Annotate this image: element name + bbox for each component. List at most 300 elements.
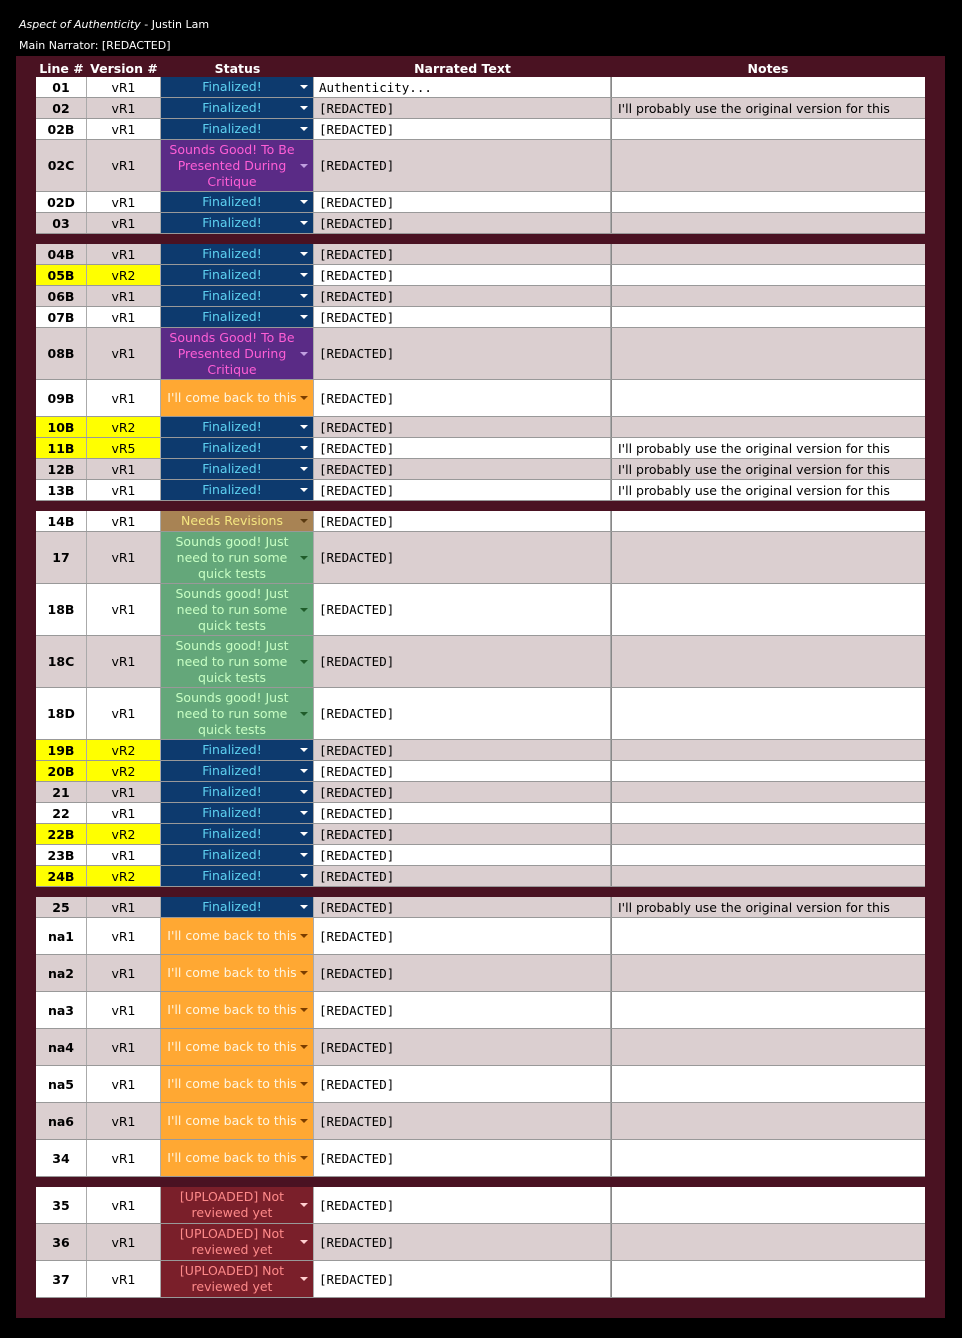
version-cell[interactable]: vR1 [87, 1029, 161, 1065]
version-cell[interactable]: vR1 [87, 480, 161, 500]
narrated-text-cell[interactable]: [REDACTED] [314, 761, 611, 781]
line-number-cell[interactable]: 01 [36, 77, 87, 97]
status-dropdown[interactable] [161, 1224, 314, 1260]
notes-cell[interactable] [611, 688, 925, 739]
status-dropdown[interactable] [161, 438, 314, 458]
status-label: Finalized! [202, 868, 262, 883]
narrated-text-cell[interactable]: Authenticity... [314, 77, 611, 97]
status-dropdown[interactable] [161, 511, 314, 531]
status-label: I'll come back to this [167, 1039, 297, 1054]
notes-cell[interactable] [611, 636, 925, 687]
line-number-cell[interactable]: 21 [36, 782, 87, 802]
narrated-text-cell[interactable]: [REDACTED] [314, 740, 611, 760]
version-cell[interactable]: vR1 [87, 213, 161, 233]
version-cell[interactable]: vR2 [87, 824, 161, 844]
status-dropdown[interactable] [161, 761, 314, 781]
narrated-text-cell[interactable]: [REDACTED] [314, 98, 611, 118]
status-label: I'll come back to this [167, 1076, 297, 1091]
version-cell[interactable]: vR2 [87, 740, 161, 760]
table-row [36, 380, 925, 417]
narrated-text-cell[interactable]: [REDACTED] [314, 192, 611, 212]
version-cell[interactable]: vR1 [87, 77, 161, 97]
status-label: Finalized! [202, 100, 262, 115]
status-label: Finalized! [202, 267, 262, 282]
table-row [36, 265, 925, 286]
line-number-cell[interactable]: 10B [36, 417, 87, 437]
table-row [36, 782, 925, 803]
line-number-cell[interactable]: 22B [36, 824, 87, 844]
group-separator [36, 234, 925, 244]
notes-cell[interactable] [611, 244, 925, 264]
narrated-text-cell[interactable]: [REDACTED] [314, 866, 611, 886]
line-number-cell[interactable]: 18B [36, 584, 87, 635]
version-cell[interactable]: vR1 [87, 992, 161, 1028]
status-dropdown[interactable] [161, 1103, 314, 1139]
line-number-cell[interactable]: 37 [36, 1261, 87, 1297]
dropdown-arrow-icon[interactable] [300, 1203, 308, 1207]
narrated-text-cell[interactable]: [REDACTED] [314, 417, 611, 437]
notes-cell[interactable] [611, 740, 925, 760]
dropdown-arrow-icon[interactable] [300, 1008, 308, 1012]
header-narrated-text[interactable]: Narrated Text [414, 61, 511, 76]
notes-cell[interactable]: I'll probably use the original version for this [611, 98, 925, 118]
table-row [36, 688, 925, 740]
line-number-cell[interactable]: 02D [36, 192, 87, 212]
status-dropdown[interactable] [161, 918, 314, 954]
version-cell[interactable]: vR1 [87, 688, 161, 739]
narrated-text-cell[interactable]: [REDACTED] [314, 480, 611, 500]
dropdown-arrow-icon[interactable] [300, 106, 308, 110]
notes-cell[interactable] [611, 1224, 925, 1260]
table-row [36, 992, 925, 1029]
notes-cell[interactable] [611, 1029, 925, 1065]
narrated-text-cell[interactable]: [REDACTED] [314, 918, 611, 954]
dropdown-arrow-icon[interactable] [300, 874, 308, 878]
table-row [36, 1103, 925, 1140]
line-number-cell[interactable]: 02B [36, 119, 87, 139]
dropdown-arrow-icon[interactable] [300, 200, 308, 204]
line-number-cell[interactable]: 18C [36, 636, 87, 687]
line-number-cell[interactable]: 36 [36, 1224, 87, 1260]
notes-cell[interactable] [611, 265, 925, 285]
status-dropdown[interactable] [161, 265, 314, 285]
version-cell[interactable]: vR1 [87, 1187, 161, 1223]
dropdown-arrow-icon[interactable] [300, 790, 308, 794]
version-cell[interactable]: vR1 [87, 459, 161, 479]
version-cell[interactable]: vR1 [87, 803, 161, 823]
status-label: Finalized! [202, 461, 262, 476]
notes-cell[interactable] [611, 803, 925, 823]
narration-table [36, 60, 925, 1298]
line-number-cell[interactable]: 34 [36, 1140, 87, 1176]
table-row [36, 918, 925, 955]
dropdown-arrow-icon[interactable] [300, 1119, 308, 1123]
status-dropdown[interactable] [161, 1066, 314, 1102]
table-row [36, 740, 925, 761]
table-row [36, 866, 925, 887]
dropdown-arrow-icon[interactable] [300, 905, 308, 909]
narrated-text-cell[interactable]: [REDACTED] [314, 782, 611, 802]
notes-cell[interactable] [611, 286, 925, 306]
version-cell[interactable]: vR1 [87, 192, 161, 212]
status-dropdown[interactable] [161, 992, 314, 1028]
line-number-cell[interactable]: na4 [36, 1029, 87, 1065]
dropdown-arrow-icon[interactable] [300, 352, 308, 356]
status-dropdown[interactable] [161, 307, 314, 327]
narrated-text-cell[interactable]: [REDACTED] [314, 1140, 611, 1176]
header-line[interactable]: Line # [39, 61, 84, 76]
status-label: Finalized! [202, 826, 262, 841]
status-dropdown[interactable] [161, 380, 314, 416]
status-label: [UPLOADED] Not reviewed yet [179, 1189, 285, 1220]
notes-cell[interactable] [611, 866, 925, 886]
narrated-text-cell[interactable]: [REDACTED] [314, 119, 611, 139]
status-dropdown[interactable] [161, 1187, 314, 1223]
version-cell[interactable]: vR2 [87, 761, 161, 781]
notes-cell[interactable] [611, 845, 925, 865]
table-row [36, 1224, 925, 1261]
line-number-cell[interactable]: 17 [36, 532, 87, 583]
line-number-cell[interactable]: 03 [36, 213, 87, 233]
dropdown-arrow-icon[interactable] [300, 811, 308, 815]
status-dropdown[interactable] [161, 636, 314, 687]
line-number-cell[interactable]: na2 [36, 955, 87, 991]
header-status[interactable]: Status [214, 61, 261, 76]
table-row [36, 897, 925, 918]
status-dropdown[interactable] [161, 897, 314, 917]
dropdown-arrow-icon[interactable] [300, 748, 308, 752]
narrated-text-cell[interactable]: [REDACTED] [314, 636, 611, 687]
narrated-text-cell[interactable]: [REDACTED] [314, 265, 611, 285]
status-dropdown[interactable] [161, 1140, 314, 1176]
version-cell[interactable]: vR1 [87, 140, 161, 191]
version-cell[interactable]: vR1 [87, 1140, 161, 1176]
notes-cell[interactable] [611, 77, 925, 97]
status-label: Finalized! [202, 742, 262, 757]
version-cell[interactable]: vR2 [87, 265, 161, 285]
version-cell[interactable]: vR1 [87, 380, 161, 416]
narrated-text-cell[interactable]: [REDACTED] [314, 244, 611, 264]
version-cell[interactable]: vR1 [87, 244, 161, 264]
dropdown-arrow-icon[interactable] [300, 1045, 308, 1049]
notes-cell[interactable] [611, 328, 925, 379]
line-number-cell[interactable]: 24B [36, 866, 87, 886]
version-cell[interactable]: vR1 [87, 782, 161, 802]
line-number-cell[interactable]: 23B [36, 845, 87, 865]
dropdown-arrow-icon[interactable] [300, 127, 308, 131]
status-label: Finalized! [202, 288, 262, 303]
notes-cell[interactable] [611, 824, 925, 844]
notes-cell[interactable] [611, 192, 925, 212]
header-version[interactable]: Version # [90, 61, 158, 76]
notes-cell[interactable] [611, 1187, 925, 1223]
version-cell[interactable]: vR1 [87, 511, 161, 531]
status-label: I'll come back to this [167, 928, 297, 943]
narrated-text-cell[interactable]: [REDACTED] [314, 955, 611, 991]
notes-cell[interactable] [611, 380, 925, 416]
status-label: Finalized! [202, 121, 262, 136]
version-cell[interactable]: vR1 [87, 918, 161, 954]
notes-cell[interactable] [611, 140, 925, 191]
dropdown-arrow-icon[interactable] [300, 252, 308, 256]
status-dropdown[interactable] [161, 480, 314, 500]
table-row [36, 98, 925, 119]
version-cell[interactable]: vR1 [87, 307, 161, 327]
line-number-cell[interactable]: 06B [36, 286, 87, 306]
line-number-cell[interactable]: 14B [36, 511, 87, 531]
notes-cell[interactable]: I'll probably use the original version for this [611, 897, 925, 917]
notes-cell[interactable] [611, 782, 925, 802]
dropdown-arrow-icon[interactable] [300, 712, 308, 716]
table-row [36, 955, 925, 992]
narrated-text-cell[interactable]: [REDACTED] [314, 992, 611, 1028]
status-dropdown[interactable] [161, 119, 314, 139]
dropdown-arrow-icon[interactable] [300, 467, 308, 471]
line-number-cell[interactable]: 02 [36, 98, 87, 118]
dropdown-arrow-icon[interactable] [300, 934, 308, 938]
dropdown-arrow-icon[interactable] [300, 660, 308, 664]
notes-cell[interactable]: I'll probably use the original version for this [611, 438, 925, 458]
status-label: I'll come back to this [167, 965, 297, 980]
status-dropdown[interactable] [161, 845, 314, 865]
version-cell[interactable]: vR1 [87, 286, 161, 306]
dropdown-arrow-icon[interactable] [300, 556, 308, 560]
notes-cell[interactable] [611, 1066, 925, 1102]
status-dropdown[interactable] [161, 824, 314, 844]
line-number-cell[interactable]: 09B [36, 380, 87, 416]
dropdown-arrow-icon[interactable] [300, 1082, 308, 1086]
line-number-cell[interactable]: 04B [36, 244, 87, 264]
notes-cell[interactable] [611, 1140, 925, 1176]
narrated-text-cell[interactable]: [REDACTED] [314, 584, 611, 635]
status-dropdown[interactable] [161, 98, 314, 118]
status-dropdown[interactable] [161, 140, 314, 191]
notes-cell[interactable] [611, 307, 925, 327]
narrated-text-cell[interactable]: [REDACTED] [314, 459, 611, 479]
status-label: Needs Revisions [181, 513, 283, 528]
table-row [36, 328, 925, 380]
notes-cell[interactable] [611, 532, 925, 583]
status-dropdown[interactable] [161, 532, 314, 583]
status-dropdown[interactable] [161, 1029, 314, 1065]
table-body [36, 77, 925, 1298]
version-cell[interactable]: vR1 [87, 1261, 161, 1297]
line-number-cell[interactable]: 12B [36, 459, 87, 479]
narrated-text-cell[interactable]: [REDACTED] [314, 213, 611, 233]
dropdown-arrow-icon[interactable] [300, 396, 308, 400]
narrated-text-cell[interactable]: [REDACTED] [314, 1187, 611, 1223]
table-row [36, 1066, 925, 1103]
line-number-cell[interactable]: 05B [36, 265, 87, 285]
status-dropdown[interactable] [161, 782, 314, 802]
dropdown-arrow-icon[interactable] [300, 315, 308, 319]
line-number-cell[interactable]: 19B [36, 740, 87, 760]
line-number-cell[interactable]: 02C [36, 140, 87, 191]
status-dropdown[interactable] [161, 459, 314, 479]
table-row [36, 459, 925, 480]
narrated-text-cell[interactable]: [REDACTED] [314, 380, 611, 416]
status-dropdown[interactable] [161, 286, 314, 306]
dropdown-arrow-icon[interactable] [300, 221, 308, 225]
status-dropdown[interactable] [161, 77, 314, 97]
narrated-text-cell[interactable]: [REDACTED] [314, 511, 611, 531]
dropdown-arrow-icon[interactable] [300, 1240, 308, 1244]
notes-cell[interactable] [611, 955, 925, 991]
line-number-cell[interactable]: 20B [36, 761, 87, 781]
project-title: Aspect of Authenticity [19, 18, 141, 31]
narrated-text-cell[interactable]: [REDACTED] [314, 845, 611, 865]
dropdown-arrow-icon[interactable] [300, 519, 308, 523]
narrated-text-cell[interactable]: [REDACTED] [314, 1029, 611, 1065]
line-number-cell[interactable]: na1 [36, 918, 87, 954]
status-label: Finalized! [202, 419, 262, 434]
line-number-cell[interactable]: 07B [36, 307, 87, 327]
narrated-text-cell[interactable]: [REDACTED] [314, 286, 611, 306]
narrated-text-cell[interactable]: [REDACTED] [314, 688, 611, 739]
table-row [36, 636, 925, 688]
notes-cell[interactable] [611, 1261, 925, 1297]
status-label: I'll come back to this [167, 390, 297, 405]
status-label: Sounds good! Just need to run some quick tests [175, 533, 289, 581]
status-dropdown[interactable] [161, 688, 314, 739]
narrated-text-cell[interactable]: [REDACTED] [314, 803, 611, 823]
dropdown-arrow-icon[interactable] [300, 608, 308, 612]
status-dropdown[interactable] [161, 192, 314, 212]
table-row [36, 192, 925, 213]
line-number-cell[interactable]: 08B [36, 328, 87, 379]
status-label: I'll come back to this [167, 1113, 297, 1128]
dropdown-arrow-icon[interactable] [300, 971, 308, 975]
narrated-text-cell[interactable]: [REDACTED] [314, 1261, 611, 1297]
narrated-text-cell[interactable]: [REDACTED] [314, 328, 611, 379]
narrated-text-cell[interactable]: [REDACTED] [314, 1224, 611, 1260]
table-row [36, 438, 925, 459]
status-dropdown[interactable] [161, 244, 314, 264]
line-number-cell[interactable]: 22 [36, 803, 87, 823]
version-cell[interactable]: vR1 [87, 1066, 161, 1102]
line-number-cell[interactable]: 11B [36, 438, 87, 458]
line-number-cell[interactable]: 13B [36, 480, 87, 500]
notes-cell[interactable] [611, 511, 925, 531]
status-dropdown[interactable] [161, 740, 314, 760]
dropdown-arrow-icon[interactable] [300, 294, 308, 298]
table-row [36, 1261, 925, 1298]
status-label: I'll come back to this [167, 1150, 297, 1165]
header-notes[interactable]: Notes [747, 61, 789, 76]
dropdown-arrow-icon[interactable] [300, 853, 308, 857]
version-cell[interactable]: vR1 [87, 845, 161, 865]
status-label: Finalized! [202, 309, 262, 324]
notes-cell[interactable] [611, 761, 925, 781]
narrated-text-cell[interactable]: [REDACTED] [314, 140, 611, 191]
status-dropdown[interactable] [161, 866, 314, 886]
status-dropdown[interactable] [161, 1261, 314, 1297]
version-cell[interactable]: vR1 [87, 897, 161, 917]
line-number-cell[interactable]: na5 [36, 1066, 87, 1102]
notes-cell[interactable] [611, 213, 925, 233]
version-cell[interactable]: vR1 [87, 119, 161, 139]
line-number-cell[interactable]: 25 [36, 897, 87, 917]
dropdown-arrow-icon[interactable] [300, 769, 308, 773]
line-number-cell[interactable]: na6 [36, 1103, 87, 1139]
version-cell[interactable]: vR1 [87, 955, 161, 991]
table-row [36, 213, 925, 234]
dropdown-arrow-icon[interactable] [300, 488, 308, 492]
table-row [36, 1029, 925, 1066]
version-cell[interactable]: vR1 [87, 1103, 161, 1139]
status-label: Finalized! [202, 784, 262, 799]
notes-cell[interactable]: I'll probably use the original version for this [611, 459, 925, 479]
status-dropdown[interactable] [161, 803, 314, 823]
version-cell[interactable]: vR1 [87, 98, 161, 118]
version-cell[interactable]: vR1 [87, 584, 161, 635]
version-cell[interactable]: vR1 [87, 1224, 161, 1260]
version-cell[interactable]: vR5 [87, 438, 161, 458]
dropdown-arrow-icon[interactable] [300, 85, 308, 89]
line-number-cell[interactable]: 35 [36, 1187, 87, 1223]
notes-cell[interactable] [611, 584, 925, 635]
table-row [36, 845, 925, 866]
dropdown-arrow-icon[interactable] [300, 164, 308, 168]
dropdown-arrow-icon[interactable] [300, 1156, 308, 1160]
version-cell[interactable]: vR1 [87, 328, 161, 379]
notes-cell[interactable] [611, 417, 925, 437]
status-label: Sounds Good! To Be Presented During Critique [169, 141, 295, 189]
narrated-text-cell[interactable]: [REDACTED] [314, 307, 611, 327]
table-row [36, 286, 925, 307]
dropdown-arrow-icon[interactable] [300, 425, 308, 429]
version-cell[interactable]: vR1 [87, 636, 161, 687]
table-row [36, 803, 925, 824]
notes-cell[interactable]: I'll probably use the original version for this [611, 480, 925, 500]
line-number-cell[interactable]: 18D [36, 688, 87, 739]
narrated-text-cell[interactable]: [REDACTED] [314, 1066, 611, 1102]
dropdown-arrow-icon[interactable] [300, 273, 308, 277]
notes-cell[interactable] [611, 918, 925, 954]
status-dropdown[interactable] [161, 417, 314, 437]
spreadsheet [16, 56, 945, 1318]
version-cell[interactable]: vR1 [87, 532, 161, 583]
status-dropdown[interactable] [161, 955, 314, 991]
narrator-label: Main Narrator: [REDACTED] [19, 39, 171, 52]
table-row [36, 1187, 925, 1224]
column-headers [36, 60, 925, 77]
narrated-text-cell[interactable]: [REDACTED] [314, 438, 611, 458]
status-label: Finalized! [202, 246, 262, 261]
notes-cell[interactable] [611, 119, 925, 139]
narrated-text-cell[interactable]: [REDACTED] [314, 532, 611, 583]
status-label: Sounds Good! To Be Presented During Critique [169, 329, 295, 377]
dropdown-arrow-icon[interactable] [300, 832, 308, 836]
dropdown-arrow-icon[interactable] [300, 446, 308, 450]
dropdown-arrow-icon[interactable] [300, 1277, 308, 1281]
group-separator [36, 1177, 925, 1187]
narrated-text-cell[interactable]: [REDACTED] [314, 897, 611, 917]
status-dropdown[interactable] [161, 584, 314, 635]
status-dropdown[interactable] [161, 328, 314, 379]
version-cell[interactable]: vR2 [87, 417, 161, 437]
version-cell[interactable]: vR2 [87, 866, 161, 886]
notes-cell[interactable] [611, 1103, 925, 1139]
notes-cell[interactable] [611, 992, 925, 1028]
table-row [36, 532, 925, 584]
narrated-text-cell[interactable]: [REDACTED] [314, 824, 611, 844]
table-row [36, 417, 925, 438]
line-number-cell[interactable]: na3 [36, 992, 87, 1028]
narrated-text-cell[interactable]: [REDACTED] [314, 1103, 611, 1139]
status-dropdown[interactable] [161, 213, 314, 233]
status-label: Finalized! [202, 763, 262, 778]
